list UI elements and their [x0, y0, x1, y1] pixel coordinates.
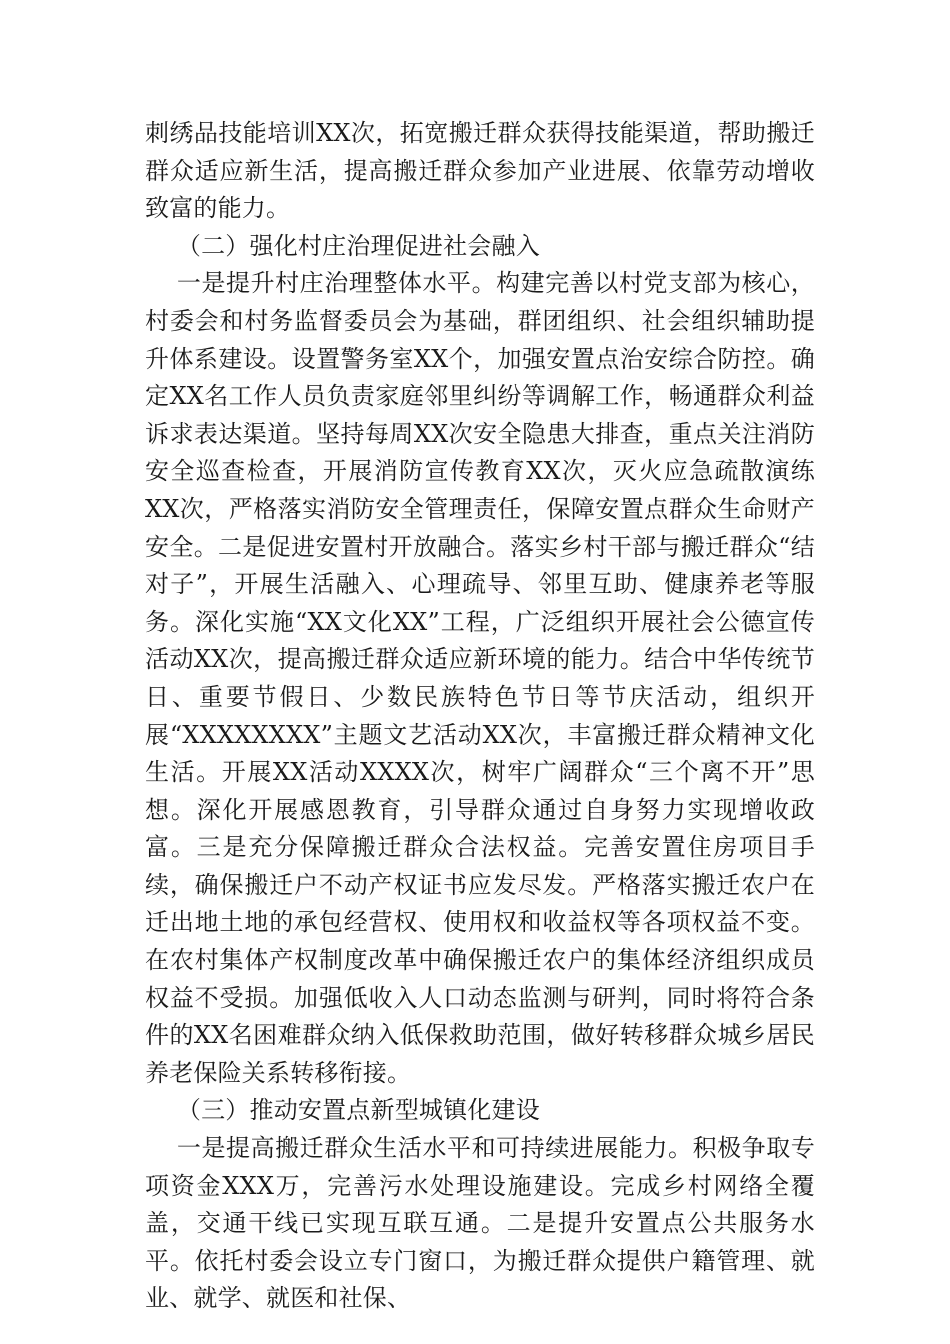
section-heading-2: （二）强化村庄治理促进社会融入	[176, 231, 540, 260]
paragraph-social-integration: 一是提升村庄治理整体水平。构建完善以村党支部为核心，村委会和村务监督委员会为基础，群团组织、社会组织辅助提升体系建设。设置警务室XX个，加强安置点治安综合防控。确定XX名工作人员负责家庭邻里纠纷等调解工作，畅通群众利益诉求表达渠道。坚持每周XX次安全隐患大排查，重点关注消防安全巡查检查，开展消防宣传教育XX次，灭火应急疏散演练XX次，严格落实消防安全管理责任，保障安置点群众生命财产安全。二是促进安置村开放融合。落实乡村干部与搬迁群众“结对子”，开展生活融入、心理疏导、邻里互助、健康养老等服务。深化实施“XX文化XX”工程，广泛组织开展社会公德宣传活动XX次，提高搬迁群众适应新环境的能力。结合中华传统节日、重要节假日、少数民族特色节日等节庆活动，组织开展“XXXXXXXX”主题文艺活动XX次，丰富搬迁群众精神文化生活。开展XX活动XXXX次，树牢广阔群众“三个离不开”思想。深化开展感恩教育，引导群众通过自身努力实现增收政富。三是充分保障搬迁群众合法权益。完善安置住房项目手续，确保搬迁户不动产权证书应发尽发。严格落实搬迁农户在迁出地土地的承包经营权、使用权和收益权等各项权益不变。在农村集体产权制度改革中确保搬迁农户的集体经济组织成员权益不受损。加强低收入人口动态监测与研判，同时将符合条件的XX名困难群众纳入低保救助范围，做好转移群众城乡居民养老保险关系转移衔接。	[145, 269, 815, 1087]
paragraph-urbanization: 一是提高搬迁群众生活水平和可持续进展能力。积极争取专项资金XXX万，完善污水处理设施建设。完成乡村网络全覆盖，交通干线已实现互联互通。二是提升安置点公共服务水平。依托村委会设立专门窗口，为搬迁群众提供户籍管理、就业、就学、就医和社保、	[145, 1134, 815, 1313]
paragraph-continuation: 刺绣品技能培训XX次，拓宽搬迁群众获得技能渠道，帮助搬迁群众适应新生活，提高搬迁群众参加产业进展、依靠劳动增收致富的能力。	[145, 119, 815, 223]
section-heading-3: （三）推动安置点新型城镇化建设	[176, 1096, 540, 1125]
document-page	[145, 115, 815, 1318]
